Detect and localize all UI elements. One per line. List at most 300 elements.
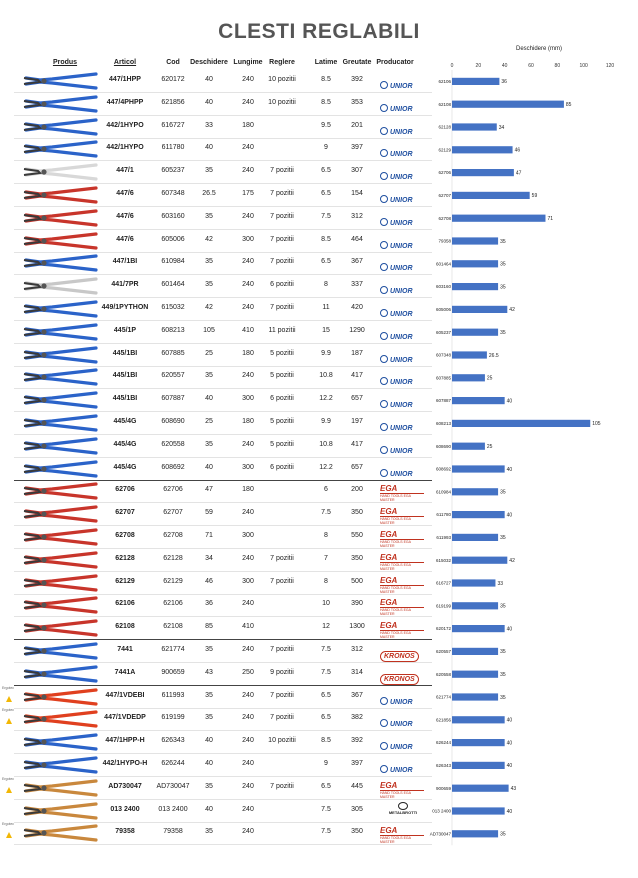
cell-deschidere: 40 xyxy=(205,760,213,767)
header-latime: Latime xyxy=(314,59,338,66)
header-articol: Articol xyxy=(113,59,137,66)
metal-logo-icon xyxy=(398,802,408,810)
cell-deschidere: 40 xyxy=(205,98,213,106)
brand-logo xyxy=(380,371,426,387)
brand-unior: UNIOR xyxy=(390,151,413,159)
cell-articol: 445/1BI xyxy=(112,395,138,403)
warning-icon xyxy=(6,718,12,724)
brand-logo xyxy=(380,98,426,113)
cell-articol: 447/4PHPP xyxy=(106,98,144,106)
bar xyxy=(452,557,507,564)
cell-articol: 442/1HYPO xyxy=(106,144,144,152)
brand-logo xyxy=(380,212,426,227)
cell-latime: 7 xyxy=(324,554,328,562)
cell-greutate: 350 xyxy=(351,509,363,517)
bar xyxy=(452,534,498,541)
cell-latime: 9 xyxy=(324,760,328,767)
table-row xyxy=(14,366,432,389)
cell-lungime: 180 xyxy=(242,486,254,494)
unior-mark-icon xyxy=(380,104,388,112)
value-label: 59 xyxy=(531,193,538,200)
cell-latime: 8.5 xyxy=(321,737,331,745)
plier-image xyxy=(22,390,100,410)
table-row xyxy=(14,800,432,823)
cell-latime: 8.5 xyxy=(321,235,331,243)
cell-cod: 611780 xyxy=(161,144,185,152)
brand-ega-sub: HAND TOOLS EGA MASTER xyxy=(380,516,424,525)
bar xyxy=(452,329,498,336)
unior-mark-icon xyxy=(380,719,388,727)
axis-tick-label: 20 xyxy=(475,63,482,69)
plier-image xyxy=(22,322,100,342)
category-label: 611780 xyxy=(436,512,451,518)
bar xyxy=(452,693,498,700)
cell-deschidere: 35 xyxy=(205,782,213,790)
bar xyxy=(452,785,509,792)
brand-logo xyxy=(380,349,426,364)
cell-cod: 62708 xyxy=(163,532,183,539)
cell-articol: 62129 xyxy=(115,577,135,585)
brand-ega-sub: HAND TOOLS EGA MASTER xyxy=(380,562,424,571)
brand-logo xyxy=(380,668,426,683)
cell-articol: 013 2400 xyxy=(110,805,140,813)
cell-latime: 6 xyxy=(324,486,328,494)
cell-cod: 616727 xyxy=(161,121,185,129)
cell-cod: 62706 xyxy=(163,486,183,494)
brand-unior: UNIOR xyxy=(390,447,413,455)
cell-cod: 013 2400 xyxy=(158,805,188,813)
brand-ega: EGA xyxy=(380,598,398,608)
cell-latime: 10 xyxy=(322,600,330,608)
category-label: 607348 xyxy=(435,352,451,358)
brand-unior: UNIOR xyxy=(390,288,413,296)
plier-image xyxy=(22,732,100,752)
cell-latime: 6.5 xyxy=(321,714,331,722)
cell-deschidere: 40 xyxy=(205,805,213,813)
brand-ega-sub: HAND TOOLS EGA MASTER xyxy=(380,607,424,616)
bar xyxy=(452,215,545,222)
cell-deschidere: 35 xyxy=(205,691,213,699)
category-label: AD730047 xyxy=(429,831,451,837)
brand-logo xyxy=(380,280,426,296)
cell-greutate: 464 xyxy=(351,235,363,243)
cell-articol: 441/7PR xyxy=(111,281,139,289)
cell-lungime: 300 xyxy=(242,577,254,585)
brand-ega-sub: HAND TOOLS EGA MASTER xyxy=(380,835,424,844)
value-label: 36 xyxy=(501,79,507,86)
plier-image xyxy=(22,527,100,547)
unior-mark-icon xyxy=(380,469,388,477)
category-label: 611993 xyxy=(436,535,451,540)
cell-greutate: 353 xyxy=(351,98,363,106)
brand-ega-sub: HAND TOOLS EGA MASTER xyxy=(380,493,424,502)
cell-greutate: 197 xyxy=(351,418,363,425)
bar xyxy=(452,146,513,153)
table-row xyxy=(14,640,432,663)
value-label: 35 xyxy=(500,535,506,542)
warning-icon xyxy=(6,832,12,838)
cell-lungime: 240 xyxy=(242,372,254,380)
category-label: 605006 xyxy=(435,307,451,312)
cell-articol: 62706 xyxy=(115,486,135,494)
brand-logo xyxy=(380,484,426,503)
value-label: 40 xyxy=(506,398,513,405)
cell-articol: 445/1P xyxy=(113,326,137,334)
cell-deschidere: 34 xyxy=(205,554,213,562)
brand-ega-sub: HAND TOOLS EGA MASTER xyxy=(380,539,424,548)
brand-unior: UNIOR xyxy=(390,379,413,387)
plier-image xyxy=(22,413,100,433)
brand-ega: EGA xyxy=(380,507,398,517)
cell-deschidere: 36 xyxy=(205,600,213,608)
table-row xyxy=(14,435,432,458)
bar xyxy=(452,671,498,678)
cell-latime: 7.5 xyxy=(321,805,331,813)
brand-logo xyxy=(380,507,426,526)
cell-greutate: 314 xyxy=(351,668,363,676)
value-label: 35 xyxy=(500,261,506,268)
category-label: 607887 xyxy=(435,398,451,404)
cell-deschidere: 35 xyxy=(205,281,213,289)
value-label: 35 xyxy=(500,831,506,838)
cell-reglere: 9 pozitii xyxy=(270,668,294,676)
cell-greutate: 392 xyxy=(351,76,363,83)
value-label: 40 xyxy=(506,717,513,724)
axis-tick-label: 120 xyxy=(605,63,615,69)
value-label: 47 xyxy=(515,170,522,177)
unior-mark-icon xyxy=(380,309,388,317)
cell-lungime: 300 xyxy=(242,463,254,471)
cell-reglere: 6 pozitii xyxy=(270,463,294,471)
cell-latime: 10.8 xyxy=(319,372,333,380)
brand-unior: UNIOR xyxy=(390,356,413,364)
category-label: 620557 xyxy=(435,649,451,654)
cell-greutate: 337 xyxy=(351,281,363,289)
brand-logo xyxy=(380,166,426,182)
brand-ega-sub: HAND TOOLS EGA MASTER xyxy=(380,790,424,799)
category-label: 616727 xyxy=(435,580,451,586)
bar xyxy=(452,374,485,381)
bar xyxy=(452,511,505,518)
value-label: 34 xyxy=(498,124,505,131)
bar xyxy=(452,283,498,290)
plier-image xyxy=(22,709,100,729)
cell-deschidere: 35 xyxy=(205,372,213,380)
bar xyxy=(452,78,499,85)
value-label: 40 xyxy=(506,626,513,633)
value-label: 35 xyxy=(500,238,506,245)
cell-lungime: 240 xyxy=(242,828,254,836)
cell-articol: 7441 xyxy=(117,646,133,653)
unior-mark-icon xyxy=(380,446,388,454)
unior-mark-icon xyxy=(380,263,388,271)
cell-reglere: 7 pozitii xyxy=(270,782,294,790)
cell-deschidere: 46 xyxy=(205,577,213,585)
brand-unior: UNIOR xyxy=(390,197,413,204)
cell-articol: 445/4G xyxy=(113,463,137,471)
category-label: 608692 xyxy=(435,466,451,472)
value-label: 40 xyxy=(506,808,513,815)
brand-unior: UNIOR xyxy=(390,83,413,90)
value-label: 42 xyxy=(509,307,515,314)
cell-lungime: 240 xyxy=(242,805,254,813)
cell-deschidere: 47 xyxy=(205,486,213,494)
cell-deschidere: 42 xyxy=(205,235,213,243)
value-label: 71 xyxy=(547,216,554,222)
cell-latime: 9.9 xyxy=(321,349,331,357)
cell-cod: 610984 xyxy=(161,258,185,266)
cell-greutate: 382 xyxy=(351,714,363,722)
brand-unior: UNIOR xyxy=(390,402,413,410)
category-label: 621774 xyxy=(435,694,451,700)
table-row xyxy=(14,617,432,640)
value-label: 46 xyxy=(514,147,521,154)
cell-lungime: 240 xyxy=(242,646,254,653)
brand-unior: UNIOR xyxy=(390,767,413,774)
bar xyxy=(452,762,505,769)
brand-logo xyxy=(380,440,426,455)
cell-deschidere: 35 xyxy=(205,258,213,266)
cell-cod: 620557 xyxy=(161,372,185,380)
cell-deschidere: 43 xyxy=(205,668,213,676)
brand-ega: EGA xyxy=(380,575,398,585)
cell-reglere: 5 pozitii xyxy=(270,349,294,357)
cell-articol: 79358 xyxy=(115,828,135,836)
table-row xyxy=(14,412,432,435)
table-row xyxy=(14,458,432,481)
brand-ega-sub: HAND TOOLS EGA MASTER xyxy=(380,630,424,639)
value-label: 85 xyxy=(565,102,572,108)
unior-mark-icon xyxy=(380,127,388,135)
unior-mark-icon xyxy=(380,195,388,203)
bar xyxy=(452,488,498,495)
cell-deschidere: 40 xyxy=(205,76,213,83)
plier-image xyxy=(22,618,100,638)
plier-image xyxy=(22,71,100,91)
bar xyxy=(452,306,507,313)
brand-logo xyxy=(380,645,426,660)
cell-lungime: 240 xyxy=(242,691,254,699)
cell-latime: 6.5 xyxy=(321,167,331,175)
cell-lungime: 410 xyxy=(242,326,254,334)
category-label: 620172 xyxy=(435,626,451,632)
cell-cod: 900659 xyxy=(161,668,185,676)
brand-unior: UNIOR xyxy=(390,265,413,273)
side-label: Ergotec xyxy=(2,708,15,713)
unior-mark-icon xyxy=(380,81,388,89)
brand-logo xyxy=(380,235,426,250)
plier-image xyxy=(22,573,100,593)
cell-cod: 608213 xyxy=(161,326,185,334)
category-label: 626244 xyxy=(435,740,451,746)
unior-mark-icon xyxy=(380,423,388,431)
plier-image xyxy=(22,276,100,296)
category-label: 619199 xyxy=(435,603,451,609)
cell-cod: 626343 xyxy=(161,737,185,745)
bar xyxy=(452,830,498,837)
table-row xyxy=(14,594,432,617)
bar xyxy=(452,602,498,609)
cell-greutate: 367 xyxy=(351,691,363,699)
cell-deschidere: 35 xyxy=(205,212,213,220)
cell-articol: 7441A xyxy=(114,668,136,676)
table-row xyxy=(2,822,432,845)
plier-image xyxy=(22,94,100,114)
axis-tick-label: 80 xyxy=(554,63,561,69)
cell-latime: 8 xyxy=(324,532,328,539)
unior-mark-icon xyxy=(380,742,388,750)
plier-image xyxy=(22,550,100,570)
brand-logo xyxy=(380,530,426,548)
value-label: 35 xyxy=(500,649,506,656)
value-label: 40 xyxy=(506,466,513,473)
cell-greutate: 367 xyxy=(351,258,363,266)
cell-reglere: 7 pozitii xyxy=(270,646,294,653)
value-label: 43 xyxy=(510,786,517,792)
cell-articol: 442/1HYPO-H xyxy=(102,760,148,767)
cell-articol: 442/1HYPO xyxy=(106,121,144,129)
cell-cod: 62707 xyxy=(163,509,183,517)
cell-reglere: 5 pozitii xyxy=(270,440,294,448)
cell-latime: 7.5 xyxy=(321,212,331,220)
brand-unior: UNIOR xyxy=(390,698,413,706)
brand-logo xyxy=(380,826,426,845)
cell-reglere: 6 pozitii xyxy=(270,281,294,289)
cell-greutate: 154 xyxy=(351,190,363,197)
brand-ega-sub: HAND TOOLS EGA MASTER xyxy=(380,585,424,594)
brand-logo xyxy=(380,143,426,159)
unior-mark-icon xyxy=(380,400,388,408)
plier-image xyxy=(22,664,100,684)
brand-logo xyxy=(380,780,426,799)
brand-unior: UNIOR xyxy=(390,174,413,182)
plier-image xyxy=(22,504,100,524)
brand-logo xyxy=(380,621,426,640)
bar xyxy=(452,169,514,176)
category-label: 621856 xyxy=(435,717,451,723)
brand-unior: UNIOR xyxy=(390,219,413,227)
brand-logo xyxy=(380,394,426,410)
plier-image xyxy=(22,778,100,798)
cell-articol: 447/6 xyxy=(116,235,134,243)
cell-lungime: 240 xyxy=(242,76,254,83)
cell-cod: 611993 xyxy=(161,691,185,699)
table-row xyxy=(14,389,432,412)
plier-image xyxy=(22,253,100,273)
bar xyxy=(452,465,505,472)
cell-deschidere: 40 xyxy=(205,395,213,403)
table-row xyxy=(14,161,432,184)
cell-lungime: 240 xyxy=(242,212,254,220)
cell-cod: 62129 xyxy=(163,577,183,585)
bar xyxy=(452,625,505,632)
cell-articol: 445/4G xyxy=(113,440,137,448)
cell-greutate: 201 xyxy=(351,121,363,129)
brand-unior: UNIOR xyxy=(390,333,413,341)
cell-deschidere: 35 xyxy=(205,167,213,175)
cell-cod: 620172 xyxy=(161,76,185,83)
cell-articol: 447/6 xyxy=(116,212,134,220)
cell-reglere: 7 pozitii xyxy=(270,258,294,266)
unior-mark-icon xyxy=(380,377,388,385)
brand-logo xyxy=(380,257,426,273)
brand-logo xyxy=(380,736,426,752)
value-label: 25 xyxy=(486,375,493,382)
bar xyxy=(452,579,495,586)
brand-unior: UNIOR xyxy=(390,128,413,136)
value-label: 42 xyxy=(509,558,515,564)
cell-latime: 7.5 xyxy=(321,828,331,836)
cell-articol: 62108 xyxy=(115,623,135,631)
cell-latime: 6.5 xyxy=(321,190,331,197)
axis-tick-label: 60 xyxy=(528,63,534,69)
plier-image xyxy=(22,481,100,501)
cell-reglere: 7 pozitii xyxy=(270,554,294,562)
table-row xyxy=(2,708,432,731)
unior-mark-icon xyxy=(380,172,388,180)
bar xyxy=(452,123,497,130)
axis-tick-label: 100 xyxy=(579,63,588,69)
table-row xyxy=(14,184,432,207)
cell-articol: 449/1PYTHON xyxy=(101,304,149,311)
unior-mark-icon xyxy=(380,765,388,773)
cell-latime: 6.5 xyxy=(321,782,331,790)
cell-articol: 447/1VDEDP xyxy=(104,714,146,722)
category-label: 607885 xyxy=(435,375,451,381)
value-label: 33 xyxy=(497,580,504,587)
chart-title: Deschidere (mm) xyxy=(516,46,563,52)
cell-cod: 603160 xyxy=(161,212,185,220)
cell-lungime: 300 xyxy=(242,532,254,539)
cell-articol: 447/1HPP-H xyxy=(105,737,145,745)
cell-articol: 445/1BI xyxy=(112,372,138,380)
cell-lungime: 180 xyxy=(242,349,254,357)
category-label: 615032 xyxy=(435,557,451,563)
cell-lungime: 175 xyxy=(242,190,254,197)
cell-deschidere: 71 xyxy=(205,532,213,539)
cell-greutate: 1300 xyxy=(349,623,365,631)
cell-articol: 62707 xyxy=(115,509,135,517)
cell-cod: 608690 xyxy=(161,418,185,425)
category-label: 601464 xyxy=(435,261,451,267)
value-label: 35 xyxy=(500,672,506,678)
bar xyxy=(452,807,505,814)
header-producator: Producator xyxy=(376,59,414,66)
cell-latime: 7.5 xyxy=(321,646,331,653)
table-row xyxy=(14,230,432,253)
cell-latime: 6.5 xyxy=(321,258,331,266)
brand-kronos: KRONOS xyxy=(380,674,419,685)
cell-latime: 15 xyxy=(322,326,330,334)
bar xyxy=(452,420,590,427)
category-label: 013 2400 xyxy=(432,808,451,814)
table-row xyxy=(14,663,432,686)
cell-cod: AD730047 xyxy=(156,782,190,790)
cell-deschidere: 25 xyxy=(205,418,213,425)
plier-image xyxy=(22,299,100,319)
cell-greutate: 657 xyxy=(351,463,363,471)
table-row xyxy=(14,93,432,116)
cell-deschidere: 35 xyxy=(205,828,213,836)
table-row xyxy=(2,685,432,709)
cell-lungime: 240 xyxy=(242,167,254,175)
bar xyxy=(452,192,530,199)
table-row xyxy=(14,275,432,298)
cell-greutate: 350 xyxy=(351,828,363,836)
cell-reglere: 7 pozitii xyxy=(270,235,294,243)
plier-image xyxy=(22,595,100,615)
header-greutate: Greutate xyxy=(342,59,372,66)
